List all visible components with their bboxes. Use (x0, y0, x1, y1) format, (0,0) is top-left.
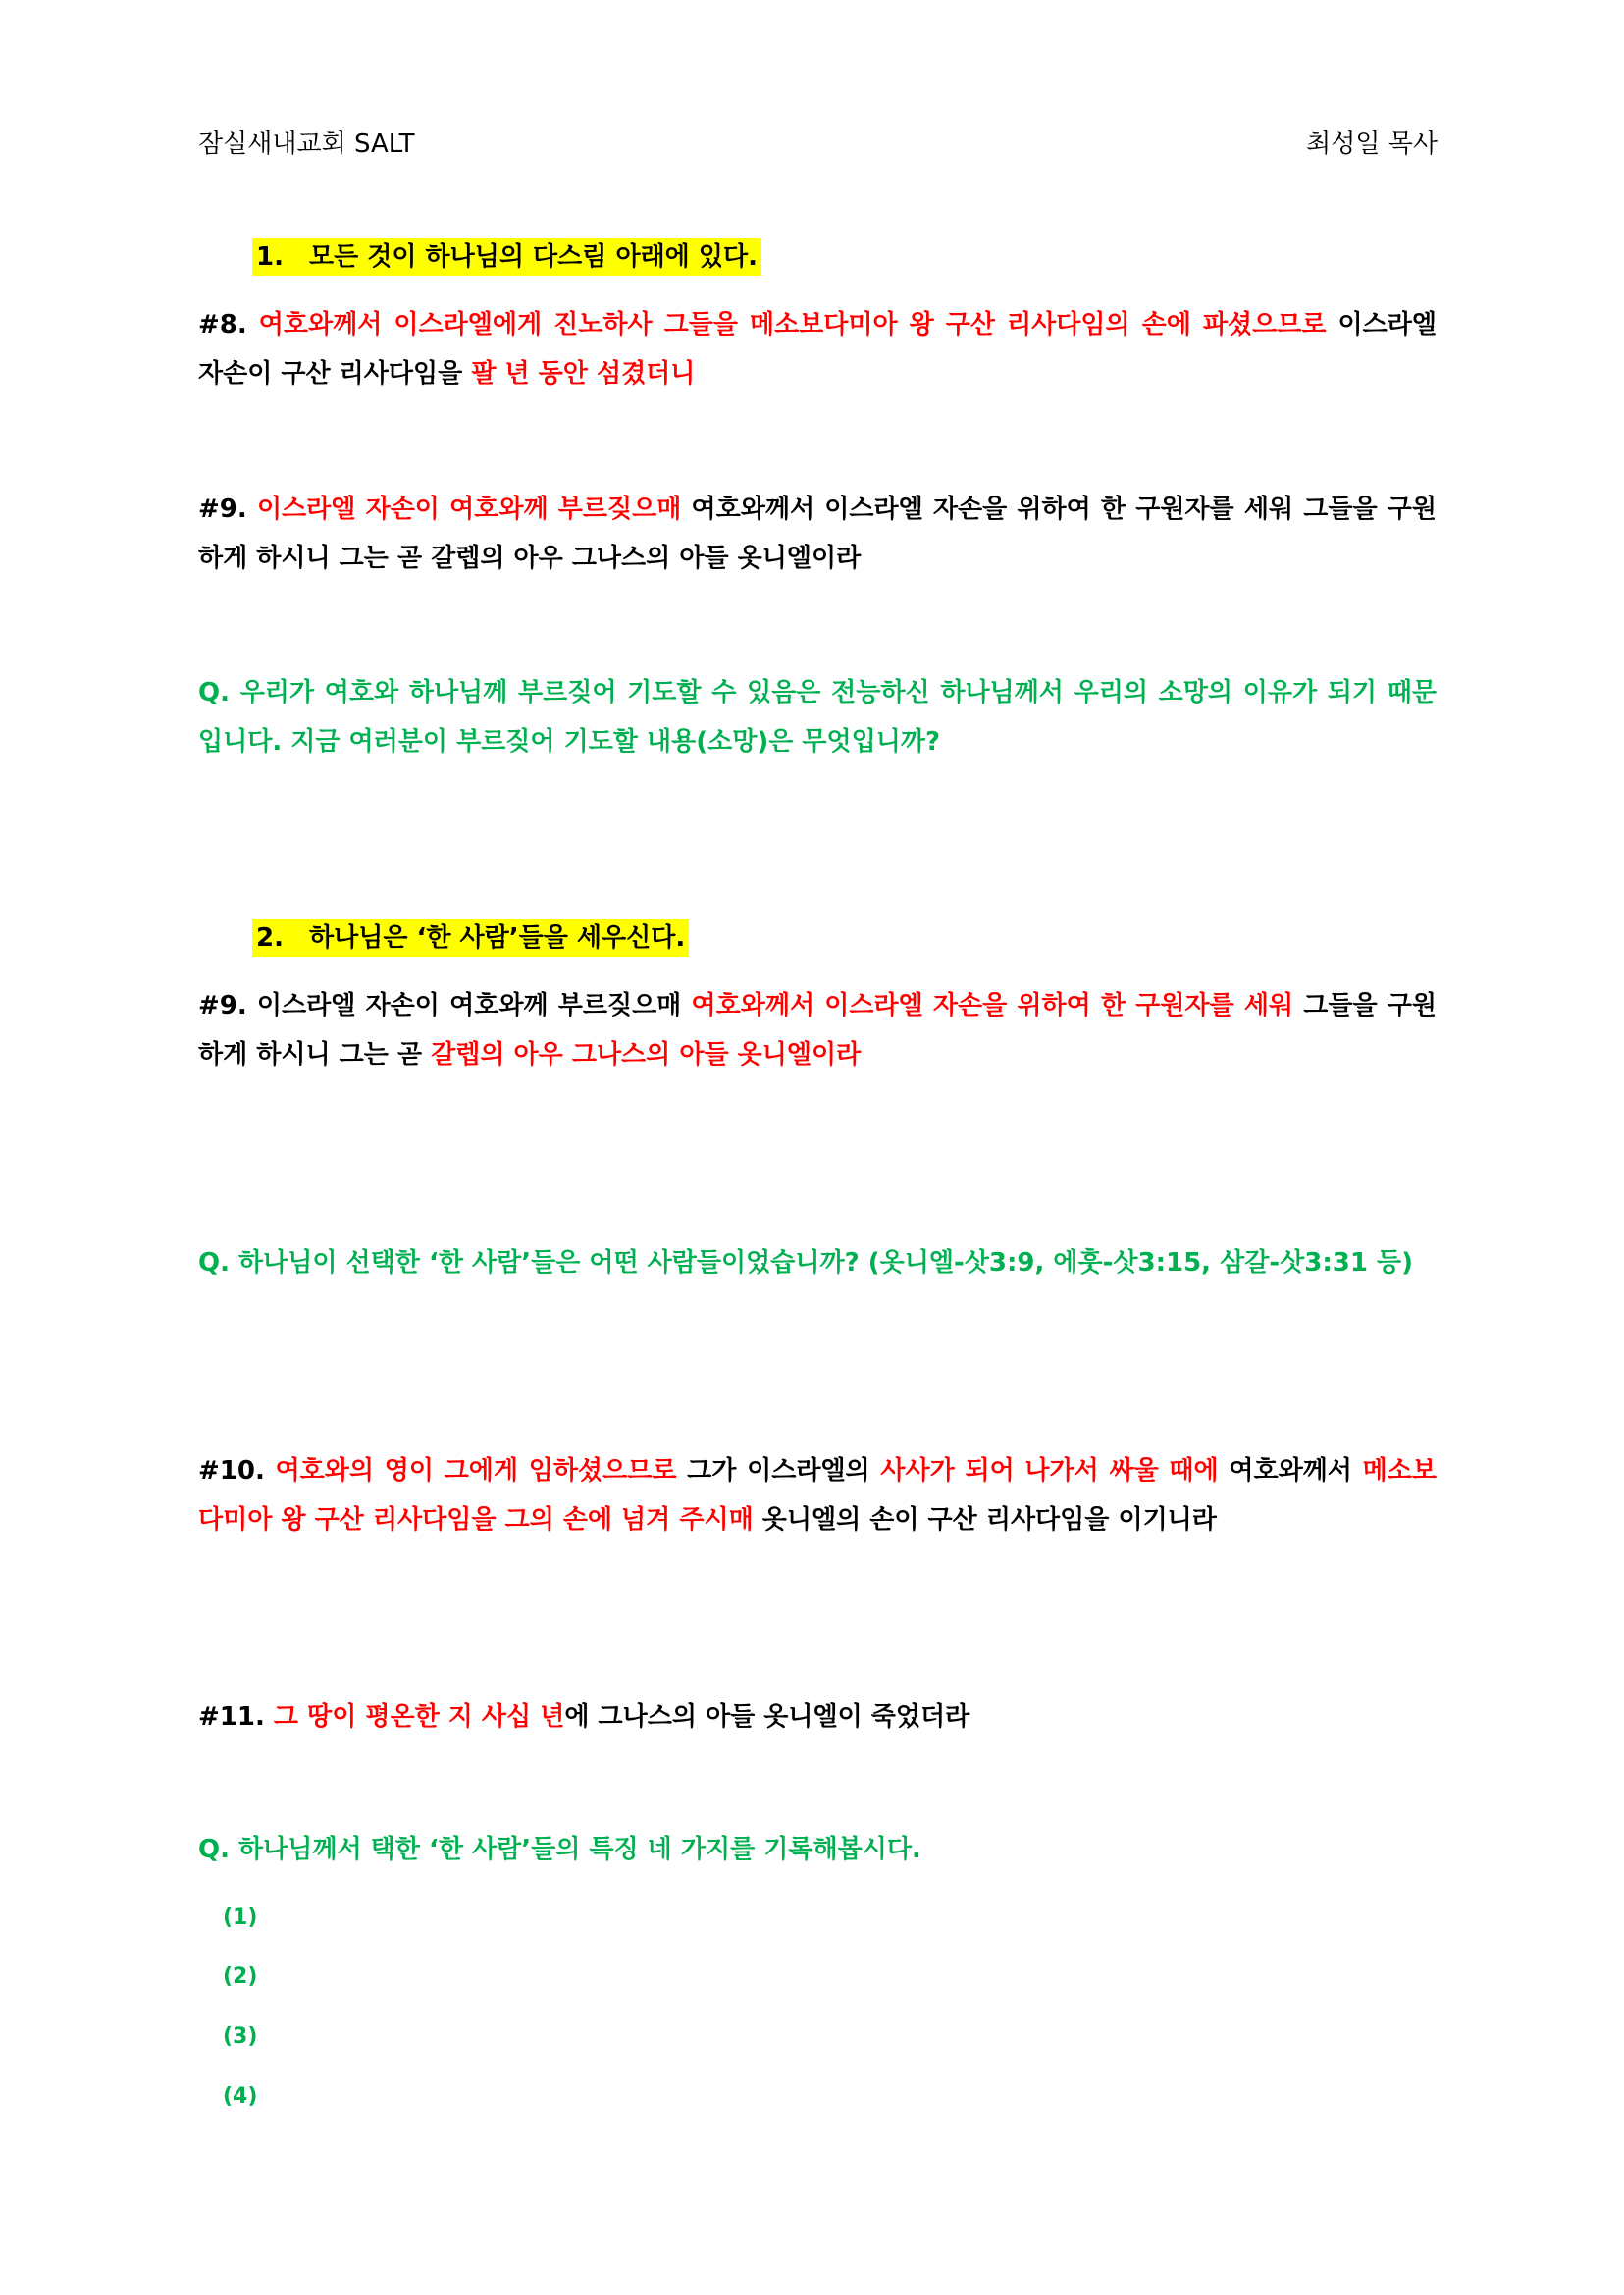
highlighted-text-run: 여호와의 영이 그에게 임하셨으므로 (275, 1456, 677, 1486)
plain-text-run: #10. (198, 1456, 276, 1486)
plain-text-run: 에 그나스의 아들 옷니엘이 죽었더라 (564, 1702, 970, 1732)
answer-line-2: (2) (223, 1964, 258, 1989)
pastor-name-header: 최성일 목사 (1306, 130, 1438, 159)
verse-10 (198, 1446, 1437, 1544)
verse-11 (198, 1693, 1437, 1742)
section-2-title: 하나님은 ‘한 사람’들을 세우신다. (308, 923, 686, 953)
plain-text-run: #9. 이스라엘 자손이 여호와께 부르짖으매 (198, 991, 692, 1020)
highlighted-text-run: 여호와께서 이스라엘에게 진노하사 그들을 메소보다미아 왕 구산 리사다임의 손에 파셨으므로 (258, 310, 1327, 339)
verse-9-first (198, 485, 1437, 583)
highlighted-text-run: 메소보다미아 왕 구산 리사다임을 그의 손에 넘겨 주시매 (198, 1456, 1437, 1535)
answer-line-4: (4) (223, 2084, 258, 2109)
plain-text-run: 그가 이스라엘의 (676, 1456, 881, 1486)
answer-line-1: (1) (223, 1905, 258, 1930)
plain-text-run: 옷니엘의 손이 구산 리사다임을 이기니라 (753, 1505, 1217, 1535)
highlighted-text-run: 사사가 되어 나가서 싸울 때에 (880, 1456, 1219, 1486)
section-1-heading (252, 238, 761, 276)
highlighted-text-run: 갈렙의 아우 그나스의 아들 옷니엘이라 (431, 1040, 862, 1069)
section-1-number: 1. (256, 242, 284, 272)
plain-text-run: 그들을 구원하게 하시니 그는 곧 (198, 991, 1438, 1069)
plain-text-run: #9. (198, 495, 257, 524)
plain-text-run: 여호와께서 이스라엘 자손을 위하여 한 구원자를 세워 그들을 구원하게 하시니 그는 곧 갈렙의 아우 그나스의 아들 옷니엘이라 (198, 495, 1437, 573)
highlighted-text-run: 이스라엘 자손이 여호와께 부르짖으매 (256, 495, 682, 524)
question-1: Q. 우리가 여호와 하나님께 부르짖어 기도할 수 있음은 전능하신 하나님께서 우리의 소망의 이유가 되기 때문입니다. 지금 여러분이 부르짖어 기도할 내용(소망)은 무엇입니까? (198, 678, 1437, 756)
highlighted-text-run: 그 땅이 평온한 지 사십 년 (273, 1702, 565, 1732)
plain-text-run: 이스라엘 자손이 구산 리사다임을 (198, 310, 1437, 389)
answer-line-3: (3) (223, 2024, 258, 2049)
question-2: Q. 하나님이 선택한 ‘한 사람’들은 어떤 사람들이었습니까? (옷니엘-삿3:9, 에훗-삿3:15, 삼갈-삿3:31 등) (198, 1248, 1413, 1278)
church-name-header: 잠실새내교회 SALT (198, 130, 415, 159)
verse-9-second (198, 981, 1437, 1079)
verse-8 (198, 300, 1437, 398)
plain-text-run: 여호와께서 (1218, 1456, 1363, 1486)
highlighted-text-run: 팔 년 동안 섬겼더니 (471, 359, 696, 389)
plain-text-run: #11. (198, 1702, 274, 1732)
plain-text-run: #8. (198, 310, 259, 339)
highlighted-text-run: 여호와께서 이스라엘 자손을 위하여 한 구원자를 세워 (691, 991, 1294, 1020)
section-2-heading (252, 919, 689, 957)
section-2-number: 2. (256, 923, 284, 953)
question-3: Q. 하나님께서 택한 ‘한 사람’들의 특징 네 가지를 기록해봅시다. (198, 1835, 921, 1864)
section-1-title: 모든 것이 하나님의 다스림 아래에 있다. (308, 242, 758, 272)
